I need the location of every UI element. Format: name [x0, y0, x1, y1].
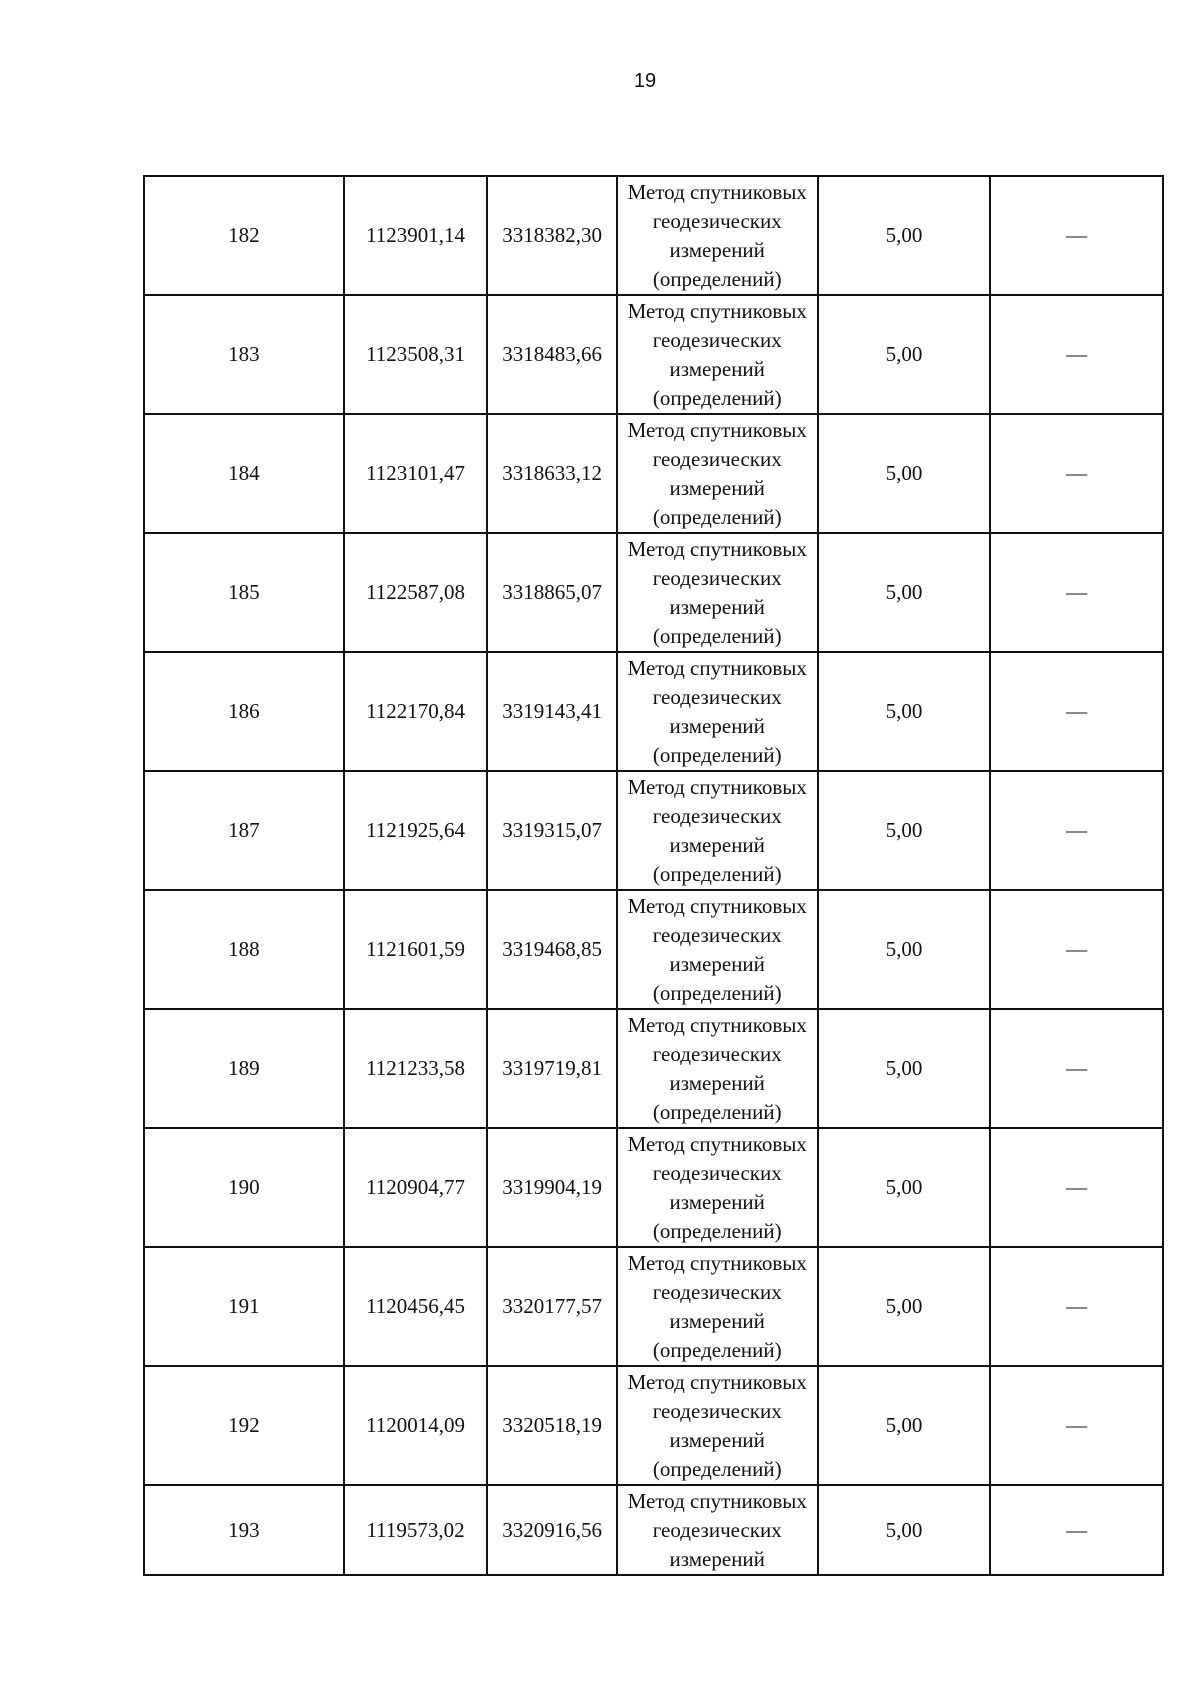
description-cell: —	[990, 1009, 1163, 1128]
method-cell: Метод спутниковых геодезических измерений (определений)	[617, 652, 818, 771]
accuracy-cell: 5,00	[818, 295, 991, 414]
description-cell: —	[990, 1366, 1163, 1485]
point-number-cell: 183	[144, 295, 344, 414]
y-coordinate-cell: 3319143,41	[487, 652, 617, 771]
table-row	[144, 1485, 1163, 1575]
method-cell: Метод спутниковых геодезических измерений (определений)	[617, 1009, 818, 1128]
y-coordinate-cell: 3318865,07	[487, 533, 617, 652]
coordinates-table-body	[144, 176, 1163, 1575]
y-coordinate-cell: 3319904,19	[487, 1128, 617, 1247]
x-coordinate-cell: 1120904,77	[344, 1128, 488, 1247]
table-row	[144, 1128, 1163, 1247]
x-coordinate-cell: 1123901,14	[344, 176, 488, 295]
page-number: 19	[633, 70, 657, 92]
x-coordinate-cell: 1119573,02	[344, 1485, 488, 1575]
table-row	[144, 1009, 1163, 1128]
table-row	[144, 533, 1163, 652]
table-row	[144, 176, 1163, 295]
accuracy-cell: 5,00	[818, 890, 991, 1009]
x-coordinate-cell: 1121233,58	[344, 1009, 488, 1128]
accuracy-cell: 5,00	[818, 771, 991, 890]
method-cell: Метод спутниковых геодезических измерений (определений)	[617, 890, 818, 1009]
description-cell: —	[990, 771, 1163, 890]
method-cell: Метод спутниковых геодезических измерений (определений)	[617, 1366, 818, 1485]
point-number-cell: 190	[144, 1128, 344, 1247]
method-cell: Метод спутниковых геодезических измерений (определений)	[617, 414, 818, 533]
point-number-cell: 185	[144, 533, 344, 652]
accuracy-cell: 5,00	[818, 1247, 991, 1366]
accuracy-cell: 5,00	[818, 652, 991, 771]
description-cell: —	[990, 295, 1163, 414]
table-row	[144, 890, 1163, 1009]
table-row	[144, 1366, 1163, 1485]
accuracy-cell: 5,00	[818, 1485, 991, 1575]
x-coordinate-cell: 1121601,59	[344, 890, 488, 1009]
x-coordinate-cell: 1123508,31	[344, 295, 488, 414]
method-cell: Метод спутниковых геодезических измерений	[617, 1485, 818, 1575]
accuracy-cell: 5,00	[818, 414, 991, 533]
y-coordinate-cell: 3318483,66	[487, 295, 617, 414]
method-cell: Метод спутниковых геодезических измерений (определений)	[617, 533, 818, 652]
x-coordinate-cell: 1121925,64	[344, 771, 488, 890]
y-coordinate-cell: 3320177,57	[487, 1247, 617, 1366]
y-coordinate-cell: 3318382,30	[487, 176, 617, 295]
accuracy-cell: 5,00	[818, 533, 991, 652]
accuracy-cell: 5,00	[818, 1009, 991, 1128]
table-row	[144, 1247, 1163, 1366]
table-row	[144, 652, 1163, 771]
x-coordinate-cell: 1120014,09	[344, 1366, 488, 1485]
method-cell: Метод спутниковых геодезических измерений (определений)	[617, 771, 818, 890]
accuracy-cell: 5,00	[818, 176, 991, 295]
accuracy-cell: 5,00	[818, 1366, 991, 1485]
point-number-cell: 186	[144, 652, 344, 771]
method-cell: Метод спутниковых геодезических измерений (определений)	[617, 176, 818, 295]
x-coordinate-cell: 1123101,47	[344, 414, 488, 533]
method-cell: Метод спутниковых геодезических измерений (определений)	[617, 1247, 818, 1366]
method-cell: Метод спутниковых геодезических измерений (определений)	[617, 295, 818, 414]
description-cell: —	[990, 890, 1163, 1009]
table-row	[144, 295, 1163, 414]
point-number-cell: 193	[144, 1485, 344, 1575]
description-cell: —	[990, 414, 1163, 533]
point-number-cell: 189	[144, 1009, 344, 1128]
y-coordinate-cell: 3320518,19	[487, 1366, 617, 1485]
description-cell: —	[990, 1128, 1163, 1247]
coordinates-table	[143, 175, 1164, 1576]
point-number-cell: 188	[144, 890, 344, 1009]
description-cell: —	[990, 1247, 1163, 1366]
description-cell: —	[990, 533, 1163, 652]
y-coordinate-cell: 3318633,12	[487, 414, 617, 533]
description-cell: —	[990, 652, 1163, 771]
method-cell: Метод спутниковых геодезических измерений (определений)	[617, 1128, 818, 1247]
y-coordinate-cell: 3319315,07	[487, 771, 617, 890]
point-number-cell: 187	[144, 771, 344, 890]
accuracy-cell: 5,00	[818, 1128, 991, 1247]
table-row	[144, 414, 1163, 533]
x-coordinate-cell: 1122170,84	[344, 652, 488, 771]
y-coordinate-cell: 3319719,81	[487, 1009, 617, 1128]
point-number-cell: 184	[144, 414, 344, 533]
x-coordinate-cell: 1120456,45	[344, 1247, 488, 1366]
description-cell: —	[990, 1485, 1163, 1575]
x-coordinate-cell: 1122587,08	[344, 533, 488, 652]
description-cell: —	[990, 176, 1163, 295]
table-row	[144, 771, 1163, 890]
y-coordinate-cell: 3319468,85	[487, 890, 617, 1009]
point-number-cell: 182	[144, 176, 344, 295]
point-number-cell: 191	[144, 1247, 344, 1366]
y-coordinate-cell: 3320916,56	[487, 1485, 617, 1575]
point-number-cell: 192	[144, 1366, 344, 1485]
